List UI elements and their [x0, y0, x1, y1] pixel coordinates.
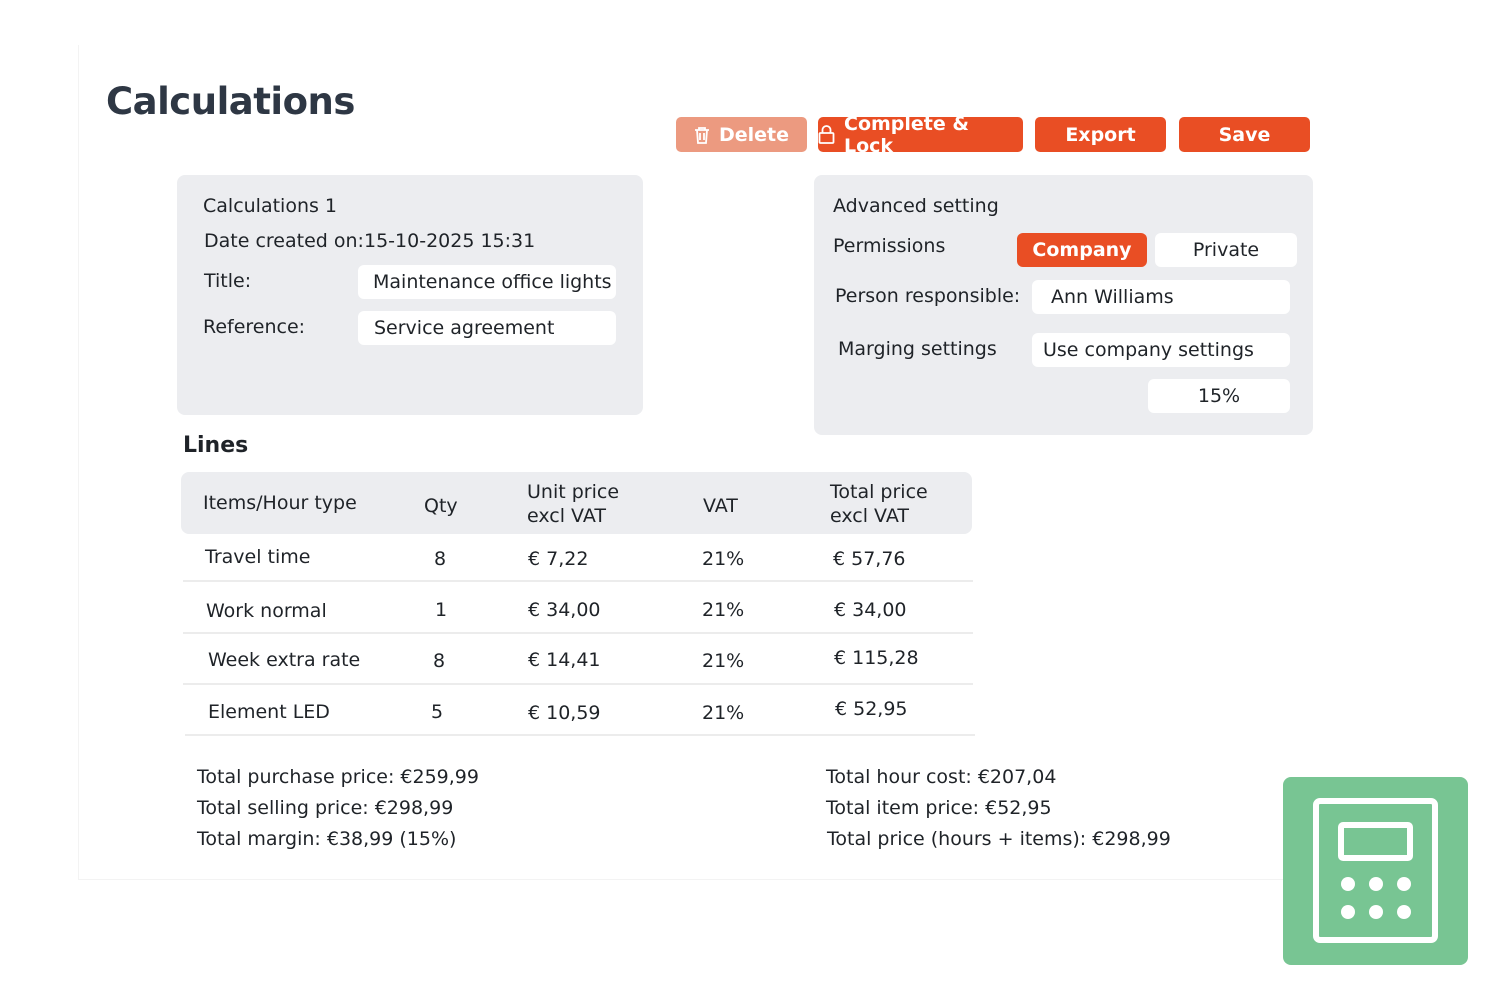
row-qty: 1: [435, 599, 448, 621]
reference-label: Reference:: [203, 316, 306, 338]
row-item: Element LED: [208, 701, 330, 723]
column-header-total-line2: excl VAT: [830, 505, 909, 527]
row-total: € 52,95: [835, 698, 908, 720]
calculation-heading: Calculations 1: [203, 195, 338, 217]
row-qty: 8: [434, 548, 447, 570]
row-total: € 115,28: [834, 647, 919, 669]
row-vat: 21%: [702, 599, 745, 621]
complete-lock-button[interactable]: [818, 112, 1023, 157]
row-vat: 21%: [702, 548, 745, 570]
delete-button[interactable]: [676, 117, 807, 152]
row-vat: 21%: [702, 702, 745, 724]
total-selling-price: Total selling price: €298,99: [197, 797, 454, 819]
column-header-vat: VAT: [703, 495, 738, 517]
lines-table-header: [181, 472, 972, 534]
trash-icon: [694, 126, 710, 144]
date-created-label: Date created on:: [204, 230, 364, 252]
permission-company-option[interactable]: Company: [1017, 233, 1147, 267]
column-header-unit-price-line2: excl VAT: [527, 505, 606, 527]
page-title: Calculations: [106, 80, 355, 123]
row-divider: [183, 683, 973, 685]
row-total: € 57,76: [833, 548, 906, 570]
column-header-total: [830, 480, 928, 528]
permission-private-option[interactable]: Private: [1155, 233, 1297, 267]
row-qty: 5: [431, 701, 444, 723]
title-label: Title:: [204, 270, 252, 292]
total-purchase-price: Total purchase price: €259,99: [197, 766, 479, 788]
lines-heading: Lines: [183, 433, 249, 458]
complete-lock-label: Complete & Lock: [844, 112, 969, 157]
date-created-value: 15-10-2025 15:31: [364, 230, 536, 252]
row-total: € 34,00: [834, 599, 907, 621]
total-price-hours-items: Total price (hours + items): €298,99: [827, 828, 1171, 850]
row-vat: 21%: [702, 650, 745, 672]
row-item: Week extra rate: [208, 649, 361, 671]
lock-icon: [818, 125, 835, 144]
column-header-total-line1: Total price: [830, 481, 928, 503]
row-unit-price: € 34,00: [528, 599, 601, 621]
margin-settings-label: Marging settings: [838, 338, 997, 360]
row-divider: [183, 632, 973, 634]
row-unit-price: € 14,41: [528, 649, 601, 671]
row-unit-price: € 10,59: [528, 702, 601, 724]
page-frame: [78, 45, 1368, 880]
permissions-label: Permissions: [833, 235, 946, 257]
row-divider: [183, 580, 973, 582]
row-divider: [185, 734, 975, 736]
reference-field[interactable]: Service agreement: [358, 311, 616, 345]
column-header-unit-price-line1: Unit price: [527, 481, 620, 503]
advanced-settings-panel: [814, 175, 1313, 435]
column-header-qty: Qty: [424, 495, 458, 517]
calculator-icon: [1283, 777, 1468, 965]
margin-percent-field[interactable]: 15%: [1148, 379, 1290, 413]
total-item-price: Total item price: €52,95: [826, 797, 1052, 819]
column-header-unit-price: [527, 480, 619, 528]
total-margin: Total margin: €38,99 (15%): [197, 828, 457, 850]
delete-label: Delete: [718, 123, 790, 146]
person-responsible-field[interactable]: Ann Williams: [1032, 280, 1290, 314]
column-header-item: Items/Hour type: [203, 492, 357, 514]
person-responsible-label: Person responsible:: [835, 285, 1021, 307]
row-item: Work normal: [206, 600, 327, 622]
margin-settings-field[interactable]: Use company settings: [1032, 333, 1290, 367]
row-unit-price: € 7,22: [528, 548, 589, 570]
save-button[interactable]: Save: [1179, 117, 1310, 152]
export-button[interactable]: Export: [1035, 117, 1166, 152]
row-qty: 8: [433, 650, 446, 672]
total-hour-cost: Total hour cost: €207,04: [826, 766, 1057, 788]
row-item: Travel time: [205, 546, 311, 568]
advanced-heading: Advanced setting: [833, 195, 999, 217]
title-field[interactable]: Maintenance office lights: [358, 265, 616, 299]
calculation-details-panel: [177, 175, 643, 415]
